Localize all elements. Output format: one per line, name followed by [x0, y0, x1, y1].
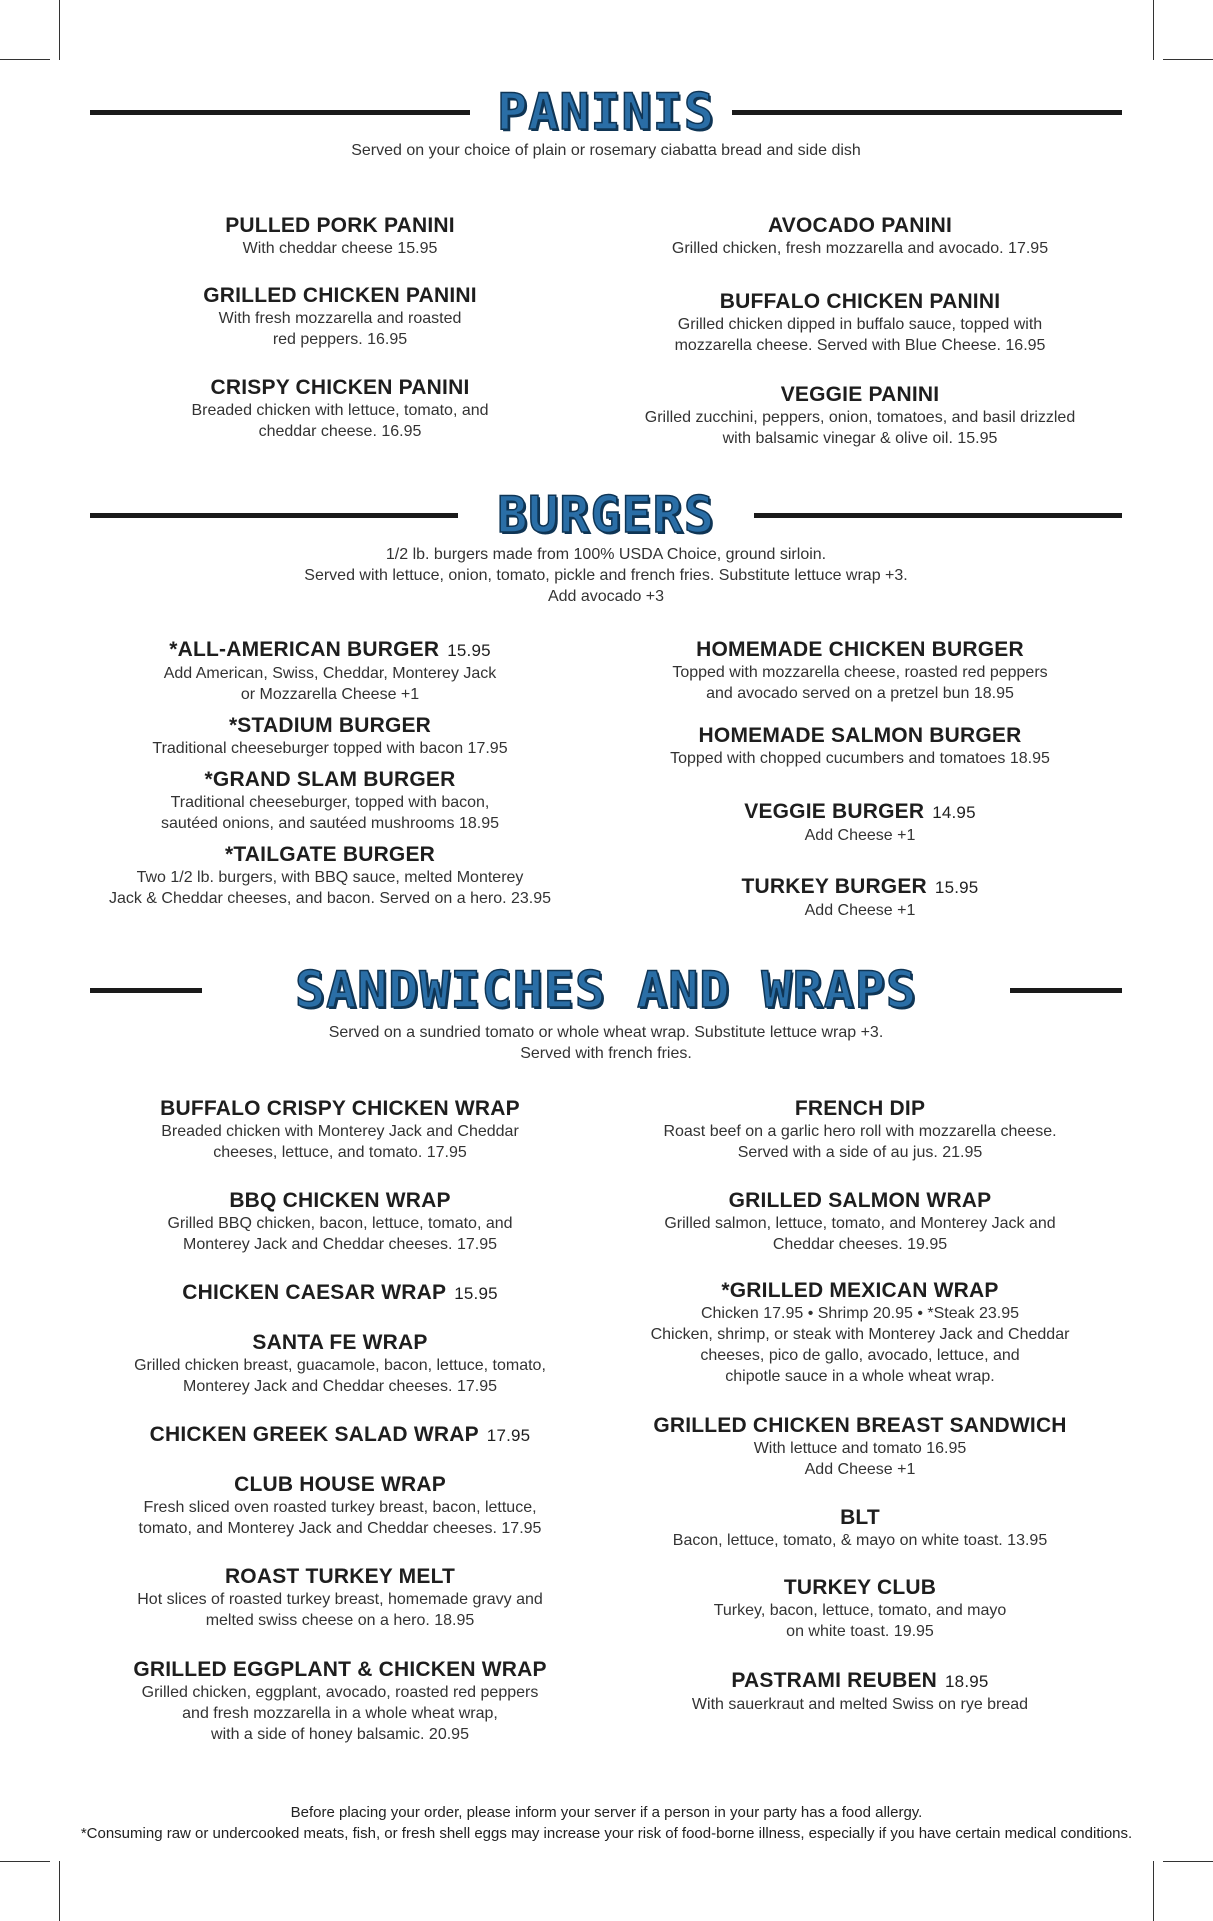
menu-item-buffalo-crispy-chicken-wrap [100, 1097, 580, 1163]
menu-item-turkey-club [610, 1576, 1110, 1642]
item-desc: cheeses, lettuce, and tomato. 17.95 [213, 1144, 467, 1161]
item-desc: Grilled chicken, eggplant, avocado, roasted red peppers [141, 1684, 539, 1701]
allergy-notice: Before placing your order, please inform your server if a person in your party has a food allergy. [290, 1804, 923, 1821]
menu-item-club-house-wrap [100, 1473, 580, 1539]
item-desc: sautéed onions, and sautéed mushrooms 18.95 [160, 815, 499, 832]
menu-item-blt [610, 1506, 1110, 1551]
item-desc: and fresh mozzarella in a whole wheat wrap, [182, 1705, 498, 1722]
menu-item-grilled-mexican-wrap [610, 1279, 1110, 1387]
item-desc: Topped with mozzarella cheese, roasted red peppers [672, 664, 1048, 681]
burgers-header [90, 486, 1122, 544]
item-desc: Two 1/2 lb. burgers, with BBQ sauce, melted Monterey [136, 869, 524, 886]
item-desc: melted swiss cheese on a hero. 18.95 [205, 1612, 475, 1629]
paninis-header [90, 83, 1122, 141]
item-desc: with balsamic vinegar & olive oil. 15.95 [722, 430, 998, 447]
item-name: SANTA FE WRAP [252, 1331, 428, 1354]
menu-item-grand-slam-burger [100, 768, 560, 834]
item-desc: Monterey Jack and Cheddar cheeses. 17.95 [183, 1236, 497, 1253]
item-desc: With cheddar cheese 15.95 [242, 240, 438, 257]
item-desc: Roast beef on a garlic hero roll with mozzarella cheese. [663, 1123, 1057, 1140]
section-title: BURGERS [497, 486, 715, 544]
intro-line: Add avocado +3 [547, 588, 665, 605]
menu-item-pulled-pork-panini [140, 214, 540, 259]
crop-mark [1163, 1861, 1213, 1862]
section-title: SANDWICHES AND WRAPS [294, 961, 918, 1019]
item-name: BUFFALO CHICKEN PANINI [719, 290, 1001, 313]
intro-line: Served with lettuce, onion, tomato, pickle and french fries. Substitute lettuce wrap +3. [304, 567, 908, 584]
item-price: 18.95 [945, 1672, 989, 1691]
item-desc: Bacon, lettuce, tomato, & mayo on white toast. 13.95 [672, 1532, 1048, 1549]
item-name: GRILLED CHICKEN BREAST SANDWICH [653, 1414, 1067, 1437]
crop-mark [1163, 59, 1213, 60]
item-desc: Traditional cheeseburger topped with bacon 17.95 [152, 740, 508, 757]
item-desc: With fresh mozzarella and roasted [218, 310, 462, 327]
intro-line: Served on a sundried tomato or whole wheat wrap. Substitute lettuce wrap +3. [328, 1024, 884, 1041]
item-desc: Grilled BBQ chicken, bacon, lettuce, tomato, and [167, 1215, 513, 1232]
intro-line: 1/2 lb. burgers made from 100% USDA Choice, ground sirloin. [385, 546, 827, 563]
item-desc: cheddar cheese. 16.95 [258, 423, 422, 440]
item-price: 14.95 [932, 803, 976, 822]
item-desc: Breaded chicken with lettuce, tomato, and [191, 402, 489, 419]
burgers-intro [90, 544, 1122, 607]
item-desc: Add Cheese +1 [804, 827, 916, 844]
menu-item-stadium-burger [100, 714, 560, 759]
menu-item-all-american-burger [100, 638, 560, 705]
item-desc: With sauerkraut and melted Swiss on rye bread [691, 1696, 1029, 1713]
item-name: CRISPY CHICKEN PANINI [210, 376, 470, 399]
item-desc: cheeses, pico de gallo, avocado, lettuce, and [700, 1347, 1020, 1364]
menu-item-buffalo-chicken-panini [610, 290, 1110, 356]
item-desc: chipotle sauce in a whole wheat wrap. [725, 1368, 995, 1385]
item-name [610, 800, 1110, 825]
menu-item-veggie-panini [610, 383, 1110, 449]
crop-mark [59, 0, 60, 60]
menu-item-chicken-greek-salad-wrap [100, 1423, 580, 1448]
item-name-text: *ALL-AMERICAN BURGER [169, 638, 440, 661]
intro-line: Served with french fries. [520, 1045, 692, 1062]
item-price: 17.95 [486, 1426, 531, 1445]
item-desc: Breaded chicken with Monterey Jack and Cheddar [161, 1123, 519, 1140]
item-name: GRILLED CHICKEN PANINI [203, 284, 477, 307]
item-name: AVOCADO PANINI [767, 214, 953, 237]
item-desc: Jack & Cheddar cheeses, and bacon. Served on a hero. 23.95 [108, 890, 552, 907]
item-name [100, 638, 560, 663]
item-desc: and avocado served on a pretzel bun 18.95 [706, 685, 1014, 702]
item-desc: Grilled chicken breast, guacamole, bacon, lettuce, tomato, [134, 1357, 546, 1374]
item-desc: Fresh sliced oven roasted turkey breast, bacon, lettuce, [143, 1499, 537, 1516]
item-desc: Add Cheese +1 [804, 1461, 916, 1478]
item-name-text: PASTRAMI REUBEN [731, 1669, 938, 1692]
menu-item-grilled-salmon-wrap [610, 1189, 1110, 1255]
item-name: TURKEY CLUB [783, 1576, 937, 1599]
item-desc: Cheddar cheeses. 19.95 [772, 1236, 948, 1253]
item-desc: Hot slices of roasted turkey breast, homemade gravy and [137, 1591, 543, 1608]
crop-mark [1153, 0, 1154, 60]
item-desc: Grilled chicken dipped in buffalo sauce, topped with [677, 316, 1043, 333]
item-name: CLUB HOUSE WRAP [234, 1473, 446, 1496]
item-desc: with a side of honey balsamic. 20.95 [211, 1726, 469, 1743]
item-name: HOMEMADE CHICKEN BURGER [696, 638, 1024, 661]
crop-mark [0, 59, 50, 60]
item-desc: With lettuce and tomato 16.95 [753, 1440, 967, 1457]
menu-item-veggie-burger [610, 800, 1110, 846]
item-price: 15.95 [934, 878, 979, 897]
menu-item-grilled-chicken-panini [140, 284, 540, 350]
item-name: BLT [840, 1506, 880, 1529]
item-name: *TAILGATE BURGER [224, 843, 436, 866]
menu-item-tailgate-burger [100, 843, 560, 909]
crop-mark [59, 1861, 60, 1921]
item-desc: on white toast. 19.95 [786, 1623, 934, 1640]
item-desc: Grilled salmon, lettuce, tomato, and Monterey Jack and [664, 1215, 1056, 1232]
crop-mark [1153, 1861, 1154, 1921]
consumption-warning: *Consuming raw or undercooked meats, fish, or fresh shell eggs may increase your risk of food-borne illness, especially if you have certain medical conditions. [80, 1825, 1133, 1842]
item-desc: Topped with chopped cucumbers and tomatoes 18.95 [670, 750, 1050, 767]
item-desc: Add Cheese +1 [804, 902, 916, 919]
crop-mark [0, 1861, 50, 1862]
section-title: PANINIS [497, 83, 715, 141]
item-name-text: TURKEY BURGER [741, 875, 927, 898]
item-name: FRENCH DIP [794, 1097, 926, 1120]
intro-line: Served on your choice of plain or rosemary ciabatta bread and side dish [351, 142, 861, 159]
item-desc: Chicken, shrimp, or steak with Monterey Jack and Cheddar [650, 1326, 1070, 1343]
item-name [100, 1423, 580, 1448]
item-desc: tomato, and Monterey Jack and Cheddar cheeses. 17.95 [138, 1520, 542, 1537]
menu-item-chicken-caesar-wrap [100, 1281, 580, 1306]
item-desc: Served with a side of au jus. 21.95 [737, 1144, 983, 1161]
menu-item-bbq-chicken-wrap [100, 1189, 580, 1255]
item-name [610, 1669, 1110, 1694]
sandwiches-intro [90, 1022, 1122, 1064]
item-name: *STADIUM BURGER [228, 714, 432, 737]
item-name: ROAST TURKEY MELT [224, 1565, 456, 1588]
item-desc: Monterey Jack and Cheddar cheeses. 17.95 [183, 1378, 497, 1395]
item-name: GRILLED SALMON WRAP [728, 1189, 992, 1212]
item-desc: red peppers. 16.95 [272, 331, 408, 348]
item-price: 15.95 [454, 1284, 498, 1303]
item-name: GRILLED EGGPLANT & CHICKEN WRAP [133, 1658, 547, 1681]
item-price: 15.95 [447, 641, 491, 660]
item-desc: mozzarella cheese. Served with Blue Cheese. 16.95 [674, 337, 1046, 354]
menu-item-crispy-chicken-panini [140, 376, 540, 442]
menu-item-french-dip [610, 1097, 1110, 1163]
paninis-intro [90, 140, 1122, 161]
item-name-text: VEGGIE BURGER [744, 800, 925, 823]
menu-item-homemade-salmon-burger [610, 724, 1110, 769]
menu-item-grilled-eggplant-chicken-wrap [100, 1658, 580, 1745]
item-name-text: CHICKEN GREEK SALAD WRAP [149, 1423, 479, 1446]
footer-disclaimer [60, 1802, 1153, 1844]
item-name: *GRAND SLAM BURGER [204, 768, 456, 791]
menu-item-santa-fe-wrap [100, 1331, 580, 1397]
item-desc: Grilled chicken, fresh mozzarella and avocado. 17.95 [671, 240, 1049, 257]
menu-item-homemade-chicken-burger [610, 638, 1110, 704]
item-name: BBQ CHICKEN WRAP [229, 1189, 451, 1212]
item-name: PULLED PORK PANINI [225, 214, 455, 237]
item-desc: Grilled zucchini, peppers, onion, tomatoes, and basil drizzled [644, 409, 1076, 426]
item-name: VEGGIE PANINI [780, 383, 940, 406]
menu-item-grilled-chicken-breast-sandwich [610, 1414, 1110, 1480]
menu-item-avocado-panini [610, 214, 1110, 259]
menu-item-roast-turkey-melt [100, 1565, 580, 1631]
item-desc: Turkey, bacon, lettuce, tomato, and mayo [713, 1602, 1007, 1619]
item-desc: Traditional cheeseburger, topped with bacon, [170, 794, 490, 811]
item-desc: Chicken 17.95 • Shrimp 20.95 • *Steak 23.95 [700, 1305, 1020, 1322]
menu-item-pastrami-reuben [610, 1669, 1110, 1715]
item-name-text: CHICKEN CAESAR WRAP [182, 1281, 447, 1304]
item-name: BUFFALO CRISPY CHICKEN WRAP [160, 1097, 520, 1120]
item-name [100, 1281, 580, 1306]
item-desc: or Mozzarella Cheese +1 [240, 686, 420, 703]
item-name [610, 875, 1110, 900]
item-name: HOMEMADE SALMON BURGER [698, 724, 1022, 747]
sandwiches-header [90, 961, 1122, 1019]
item-name: *GRILLED MEXICAN WRAP [721, 1279, 999, 1302]
item-desc: Add American, Swiss, Cheddar, Monterey Jack [163, 665, 497, 682]
menu-item-turkey-burger [610, 875, 1110, 921]
